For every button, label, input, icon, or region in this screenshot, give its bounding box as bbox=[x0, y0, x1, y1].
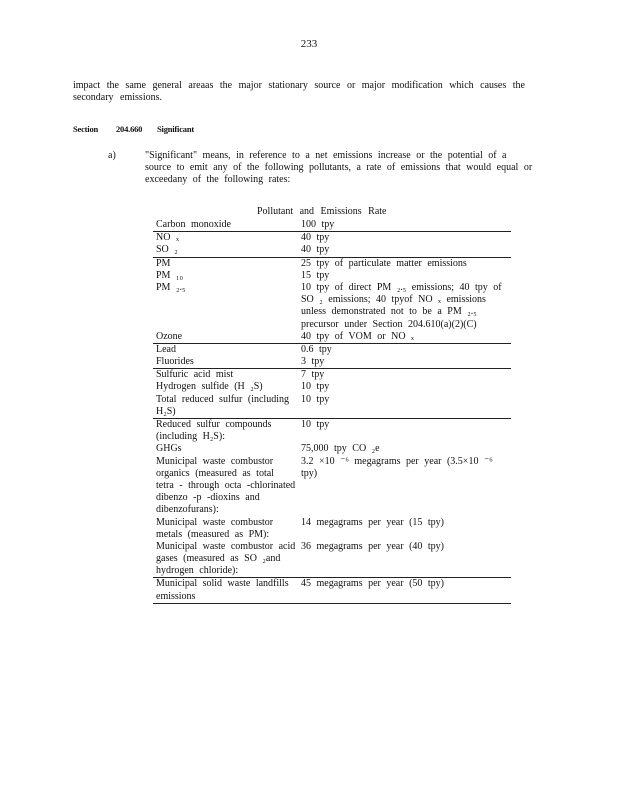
table-row bbox=[153, 232, 511, 245]
rate-cell: 14 megagrams per year (15 tpy) bbox=[301, 516, 445, 528]
table-row bbox=[153, 219, 511, 232]
rate-cell: 0.6 tpy bbox=[298, 343, 511, 356]
section-number: 204.660 bbox=[116, 124, 143, 134]
table-row bbox=[153, 394, 511, 419]
rate-cell: 10 tpy bbox=[298, 419, 511, 444]
table-row bbox=[153, 244, 511, 257]
table-row bbox=[153, 381, 511, 393]
pollutant-cell: SO ₂ bbox=[156, 244, 178, 256]
table-row bbox=[153, 270, 511, 282]
rate-cell: 100 tpy bbox=[301, 219, 335, 230]
table-title: Pollutant and Emissions Rate bbox=[257, 206, 387, 217]
section-heading bbox=[73, 124, 194, 134]
pollutant-cell: NO ₓ bbox=[153, 232, 298, 245]
rate-cell: 10 tpy bbox=[301, 393, 330, 405]
pollutant-cell: Municipal waste combustor metals (measured as PM): bbox=[156, 516, 274, 540]
rate-cell: 75,000 tpy CO ₂e bbox=[301, 443, 380, 455]
rate-cell: 25 tpy of particulate matter emissions bbox=[298, 257, 511, 270]
table-row bbox=[153, 282, 511, 331]
pollutant-cell: Sulfuric acid mist bbox=[153, 369, 298, 382]
table-row bbox=[153, 369, 511, 382]
pollutant-cell: Carbon monoxide bbox=[156, 219, 231, 230]
pollutant-cell: Municipal waste combustor acid gases (measured as SO ₂and hydrogen chloride): bbox=[156, 540, 296, 577]
pollutant-cell: Municipal waste combustor organics (measured as total tetra - through octa -chlorinated dibenzo -p -dioxins and dibenzofurans): bbox=[156, 455, 296, 516]
pollutant-cell: Fluorides bbox=[156, 356, 194, 368]
pollutant-cell: Lead bbox=[153, 343, 298, 356]
rate-cell: 10 tpy bbox=[301, 381, 330, 393]
pollutant-cell: GHGs bbox=[156, 443, 182, 455]
item-text: "Significant" means, in reference to a net emissions increase or the potential of a source to emit any of the following pollutants, a rate of emissions that would equal or exceedany of the following rates: bbox=[145, 150, 533, 186]
rate-cell: 40 tpy bbox=[298, 232, 511, 245]
table-row bbox=[153, 331, 511, 344]
table-row bbox=[153, 343, 511, 356]
rate-cell: 7 tpy bbox=[298, 369, 511, 382]
table-row bbox=[153, 541, 511, 578]
table-row bbox=[153, 517, 511, 541]
table-row bbox=[153, 257, 511, 270]
rate-cell: 45 megagrams per year (50 tpy) bbox=[298, 578, 511, 603]
table-row bbox=[153, 356, 511, 369]
pollutant-cell: PM ₂.₅ bbox=[156, 281, 186, 293]
pollutant-cell: Ozone bbox=[156, 330, 183, 342]
rate-cell: 40 tpy bbox=[301, 244, 330, 256]
page-number: 233 bbox=[300, 38, 318, 50]
table-row bbox=[153, 419, 511, 444]
rate-cell: 15 tpy bbox=[301, 269, 330, 281]
pollutant-cell: Municipal solid waste landfills emissions bbox=[153, 578, 298, 603]
pollutant-cell: PM ₁₀ bbox=[156, 269, 183, 281]
rate-cell: 40 tpy of VOM or NO ₓ bbox=[301, 330, 414, 342]
item-marker: a) bbox=[108, 150, 116, 161]
section-title: Significant bbox=[157, 124, 195, 134]
table-row bbox=[153, 578, 511, 603]
table-row bbox=[153, 443, 511, 455]
rate-cell: 10 tpy of direct PM ₂.₅ emissions; 40 tpy of SO ₂ emissions; 40 tpyof NO ₓ emissions unless demonstrated not to be a PM ₂.₅ precursor under Section 204.610(a)(2)(C) bbox=[301, 281, 502, 330]
pollutant-cell: PM bbox=[153, 257, 298, 270]
intro-paragraph: impact the same general areaas the major stationary source or major modification which causes the secondary emissions. bbox=[73, 80, 525, 104]
pollutant-cell: Total reduced sulfur (including H₂S) bbox=[156, 393, 289, 417]
rate-cell: 3.2 ×10 ⁻⁶ megagrams per year (3.5×10 ⁻⁶ tpy) bbox=[301, 455, 493, 479]
section-label: Section bbox=[73, 124, 99, 134]
rate-cell: 36 megagrams per year (40 tpy) bbox=[301, 540, 445, 552]
table-row bbox=[153, 456, 511, 517]
rate-cell: 3 tpy bbox=[301, 356, 325, 368]
pollutant-cell: Reduced sulfur compounds (including H₂S): bbox=[153, 419, 298, 444]
emissions-rate-table bbox=[153, 219, 511, 604]
pollutant-cell: Hydrogen sulfide (H ₂S) bbox=[156, 381, 263, 393]
